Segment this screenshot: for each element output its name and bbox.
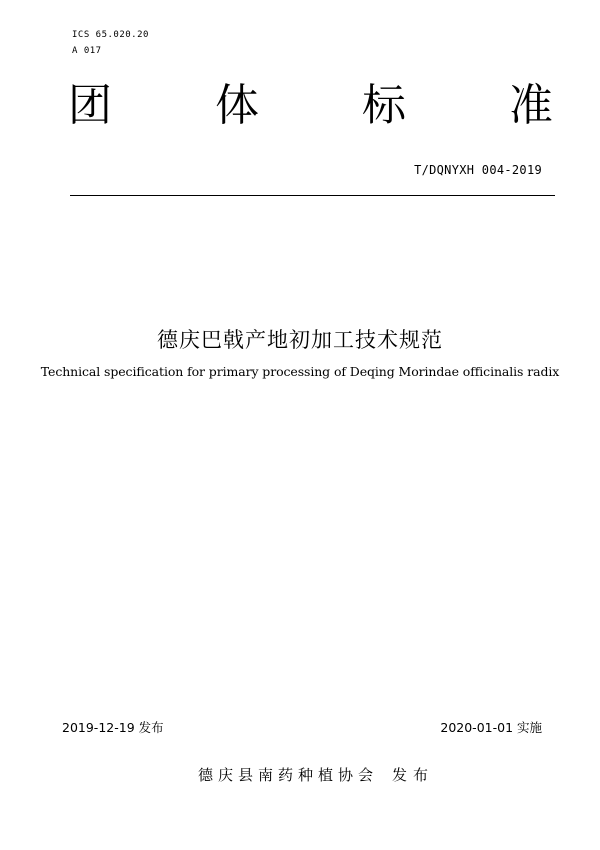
standard-type-char: 标 (362, 80, 406, 131)
implementation-date: 2020-01-01 实施 (440, 720, 542, 735)
title-chinese: 德庆巴戟产地初加工技术规范 (157, 328, 443, 352)
issue-date: 2019-12-19 发布 (62, 720, 164, 735)
publisher-name: 德庆县南药种植协会 (198, 766, 379, 784)
title-english: Technical specification for primary processing of Deqing Morindae officinalis radix (40, 364, 560, 379)
standard-type-char: 体 (215, 80, 259, 131)
publish-label: 发布 (392, 766, 435, 784)
standard-type-char: 准 (509, 80, 553, 131)
standard-code: T/DQNYXH 004-2019 (414, 163, 542, 177)
standard-type-char: 团 (68, 80, 112, 131)
publisher-line (198, 764, 434, 785)
ics-code: ICS 65.020.20 (72, 30, 149, 40)
header-divider (70, 195, 555, 196)
standard-type-heading (68, 82, 553, 130)
ccs-code: A 017 (72, 46, 102, 56)
